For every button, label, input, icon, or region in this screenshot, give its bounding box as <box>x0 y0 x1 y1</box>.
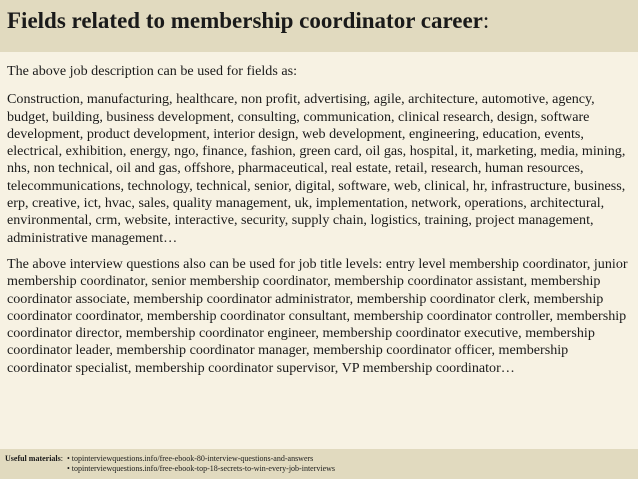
footer-label: Useful materials <box>5 454 61 463</box>
footer-row-1 <box>5 454 314 464</box>
slide-title-colon: : <box>482 8 490 33</box>
slide-title-text: Fields related to membership coordinator career <box>7 8 483 33</box>
footer-label-separator: : <box>60 454 63 463</box>
title-bar <box>0 0 638 52</box>
slide-content <box>7 63 635 377</box>
slide-title <box>7 8 489 34</box>
job-levels-paragraph: The above interview questions also can be used for job title levels: entry level membership coordinator, junior membership coordinator, senior membership coordinator, membership coordinator assistant, membership coordinator associate, membership coordinator administrator, membership coordinator clerk, membership coordinator coordinator, membership coordinator consultant, membership coordinator controller, membership coordinator director, membership coordinator engineer, membership coordinator executive, membership coordinator leader, membership coordinator manager, membership coordinator officer, membership coordinator specialist, membership coordinator supervisor, VP membership coordinator… <box>7 255 628 376</box>
intro-paragraph: The above job description can be used for fields as: <box>7 63 298 79</box>
footer-link-80-questions[interactable]: • topinterviewquestions.info/free-ebook-80-interview-questions-and-answers <box>67 454 314 463</box>
footer-link-18-secrets[interactable]: • topinterviewquestions.info/free-ebook-top-18-secrets-to-win-every-job-interviews <box>67 464 336 473</box>
footer <box>0 449 638 479</box>
fields-paragraph: Construction, manufacturing, healthcare, non profit, advertising, agile, architecture, automotive, agency, budget, building, business development, consulting, communication, clinical research, design, software development, product development, interior design, web development, engineering, education, events, electrical, exhibition, energy, ngo, finance, fashion, green card, oil gas, hospital, it, marketing, media, mining, nhs, non technical, oil and gas, offshore, pharmaceutical, real estate, retail, research, human resources, telecommunications, technology, technical, senior, digital, software, web, clinical, hr, infrastructure, business, erp, creative, ict, hvac, sales, quality management, uk, implementation, network, operations, architectural, environmental, crm, website, interactive, security, supply chain, logistics, training, project management, administrative management… <box>7 91 626 246</box>
